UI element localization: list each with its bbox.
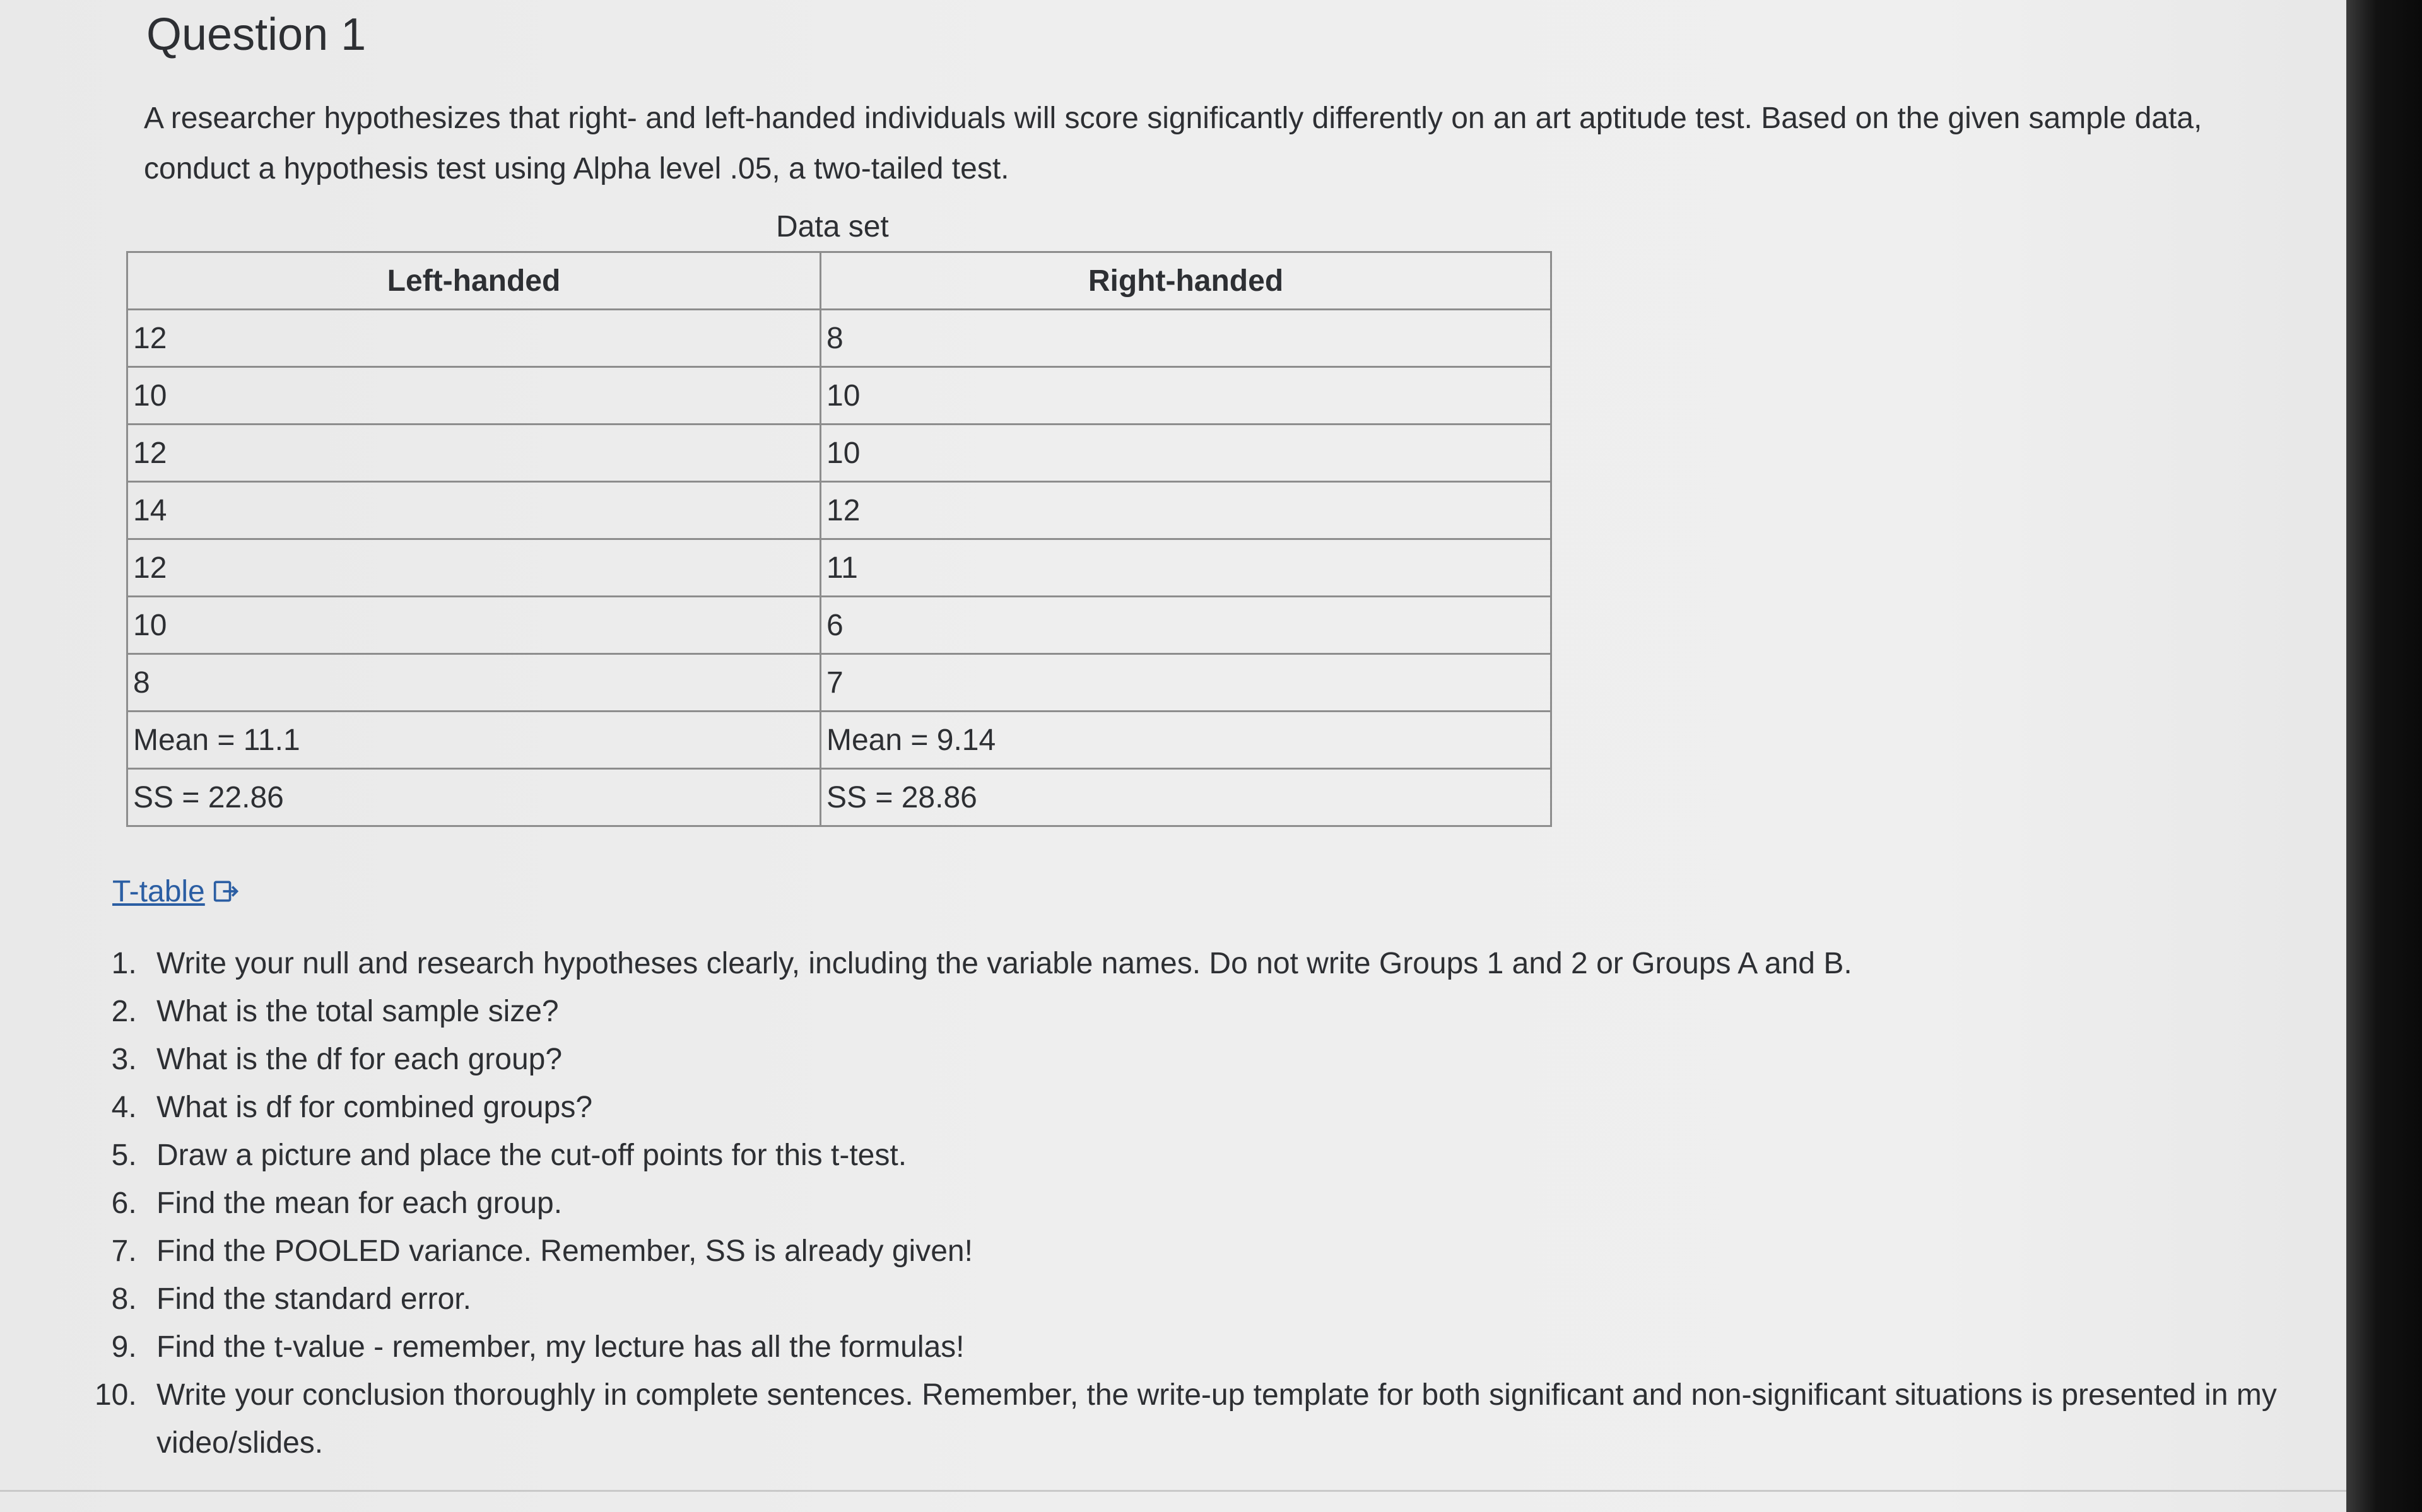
left-handed-mean: Mean = 11.1: [127, 712, 821, 769]
list-item: 4. What is df for combined groups?: [145, 1084, 2353, 1132]
ss-row: [127, 769, 1551, 826]
table-row: [127, 310, 1551, 367]
table-row: [127, 539, 1551, 597]
right-handed-cell: 6: [821, 597, 1551, 654]
mean-row: [127, 712, 1551, 769]
right-handed-ss: SS = 28.86: [821, 769, 1551, 826]
right-handed-cell: 12: [821, 482, 1551, 539]
right-handed-mean: Mean = 9.14: [821, 712, 1551, 769]
divider: [0, 1490, 2347, 1492]
list-item: 2. What is the total sample size?: [145, 988, 2353, 1036]
left-handed-cell: 12: [127, 425, 821, 482]
table-caption: Data set: [776, 210, 889, 243]
right-handed-cell: 8: [821, 310, 1551, 367]
left-handed-cell: 10: [127, 367, 821, 425]
screen-bezel: [2346, 0, 2422, 1512]
t-table-link-label: T-table: [112, 875, 205, 908]
header-right-handed: Right-handed: [821, 252, 1551, 310]
left-handed-cell: 14: [127, 482, 821, 539]
list-item: 10. Write your conclusion thoroughly in complete sentences. Remember, the write-up template for both significant and non-significant situations is presented in my video/slides.: [145, 1371, 2353, 1467]
question-title: Question 1: [146, 9, 367, 60]
list-item: 9. Find the t-value - remember, my lecture has all the formulas!: [145, 1323, 2353, 1371]
header-left-handed: Left-handed: [127, 252, 821, 310]
left-handed-ss: SS = 22.86: [127, 769, 821, 826]
right-handed-cell: 10: [821, 367, 1551, 425]
list-item: 6. Find the mean for each group.: [145, 1180, 2353, 1228]
question-list: [82, 940, 2353, 1467]
list-item: 3. What is the df for each group?: [145, 1036, 2353, 1084]
list-item: 8. Find the standard error.: [145, 1275, 2353, 1323]
left-handed-cell: 8: [127, 654, 821, 712]
table-row: [127, 367, 1551, 425]
table-header-row: [127, 252, 1551, 310]
table-row: [127, 425, 1551, 482]
right-handed-cell: 7: [821, 654, 1551, 712]
list-item: 1. Write your null and research hypotheses clearly, including the variable names. Do not write Groups 1 and 2 or Groups A and B.: [145, 940, 2353, 988]
list-item: 5. Draw a picture and place the cut-off points for this t-test.: [145, 1132, 2353, 1180]
right-handed-cell: 11: [821, 539, 1551, 597]
right-handed-cell: 10: [821, 425, 1551, 482]
table-row: [127, 597, 1551, 654]
question-intro: A researcher hypothesizes that right- and left-handed individuals will score significantly differently on an art aptitude test. Based on the given sample data, conduct a hypothesis test using Alpha level .05, a two-tailed test.: [144, 102, 2202, 185]
list-item: 7. Find the POOLED variance. Remember, SS is already given!: [145, 1228, 2353, 1275]
left-handed-cell: 10: [127, 597, 821, 654]
table-row: [127, 482, 1551, 539]
left-handed-cell: 12: [127, 310, 821, 367]
table-row: [127, 654, 1551, 712]
external-link-icon: [213, 877, 240, 905]
t-table-link[interactable]: [112, 874, 240, 909]
left-handed-cell: 12: [127, 539, 821, 597]
data-set-table: [126, 251, 1552, 827]
